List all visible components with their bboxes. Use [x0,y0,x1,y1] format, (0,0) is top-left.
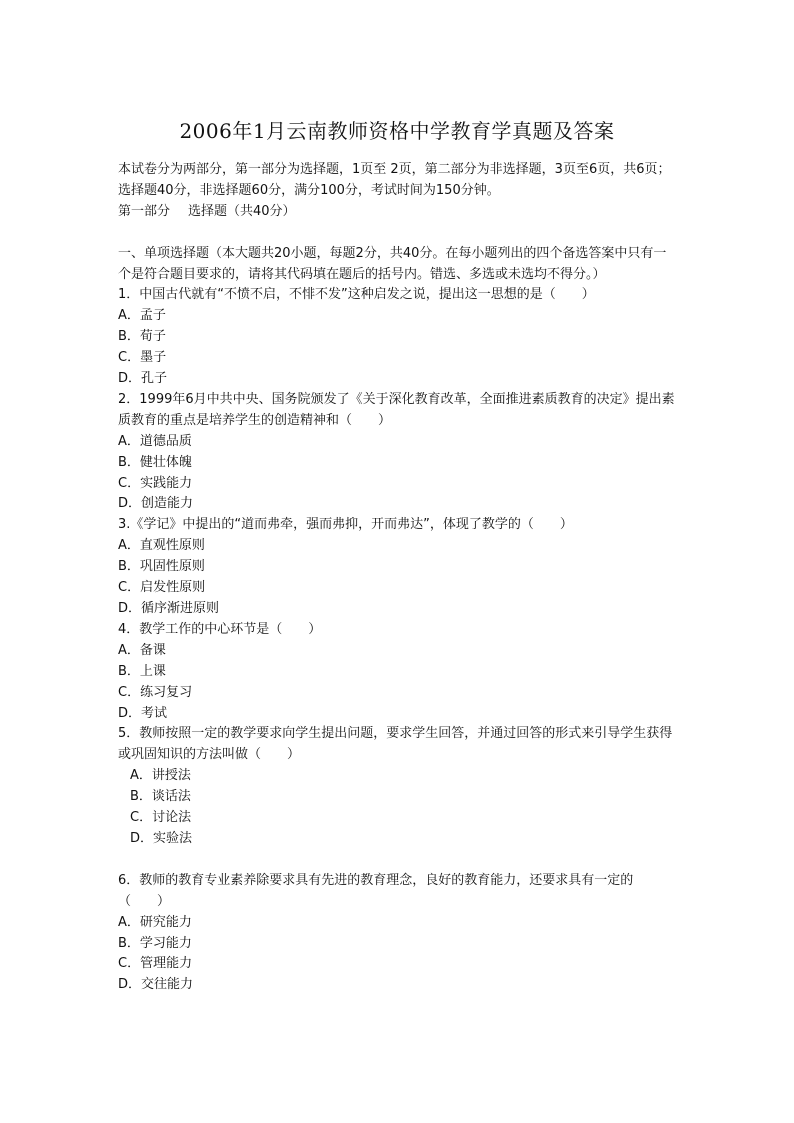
answer-option: A．备课 [118,642,166,658]
answer-option: C．练习复习 [118,684,193,700]
answer-option: A．研究能力 [118,914,192,930]
answer-option: A．直观性原则 [118,538,205,554]
answer-option: A．讲授法 [130,768,191,784]
document-body [118,160,678,996]
answer-option: C．启发性原则 [118,580,206,596]
part-title: 选择题（共40分） [188,203,296,219]
answer-option: C．实践能力 [118,475,193,491]
question-stem: 6．教师的教育专业素养除要求具有先进的教育理念，良好的教育能力，还要求具有一定的（ ） [118,872,634,909]
question-stem: 3.《学记》中提出的“道而弗牵，强而弗抑，开而弗达”，体现了教学的（ ） [118,517,573,533]
question-stem: 5．教师按照一定的教学要求向学生提出问题，要求学生回答，并通过回答的形式来引导学生获得或巩固知识的方法叫做（ ） [118,726,673,763]
answer-option: A．孟子 [118,308,166,324]
answer-option: B．巩固性原则 [118,559,205,575]
answer-option: A．道德品质 [118,433,192,449]
answer-option: C．墨子 [118,350,167,366]
question-stem: 4．教学工作的中心环节是（ ） [118,621,322,637]
answer-option: B．谈话法 [130,789,191,805]
answer-option: C．管理能力 [118,956,193,972]
answer-option: D．交往能力 [118,977,194,993]
answer-option: D．实验法 [130,830,193,846]
part-label: 第一部分 [118,203,171,219]
answer-option: B．学习能力 [118,935,192,951]
answer-option: D．孔子 [118,371,168,387]
answer-option: B．荀子 [118,329,166,345]
question-stem: 1．中国古代就有“不愤不启，不悱不发”这种启发之说，提出这一思想的是（ ） [118,287,595,303]
answer-option: C．讨论法 [130,810,192,826]
answer-option: B．上课 [118,663,166,679]
answer-option: B．健壮体魄 [118,454,192,470]
answer-option: D．循序渐进原则 [118,601,220,617]
answer-option: D．考试 [118,705,168,721]
section-instructions: 一、单项选择题（本大题共20小题，每题2分，共40分。在每小题列出的四个备选答案中只有一个是符合题目要求的，请将其代码填在题后的括号内。错选、多选或未选均不得分。） [118,245,667,282]
part-heading [118,202,678,223]
answer-option: D．创造能力 [118,496,194,512]
document-title: 2006年1月云南教师资格中学教育学真题及答案 [179,119,615,144]
exam-intro: 本试卷分为两部分，第一部分为选择题，1页至 2页，第二部分为非选择题，3页至6页，共6页；选择题40分，非选择题60分，满分100分，考试时间为150分钟。 [118,162,671,198]
question-stem: 2．1999年6月中共中央、国务院颁发了《关于深化教育改革，全面推进素质教育的决定》提出素质教育的重点是培养学生的创造精神和（ ） [118,391,675,428]
